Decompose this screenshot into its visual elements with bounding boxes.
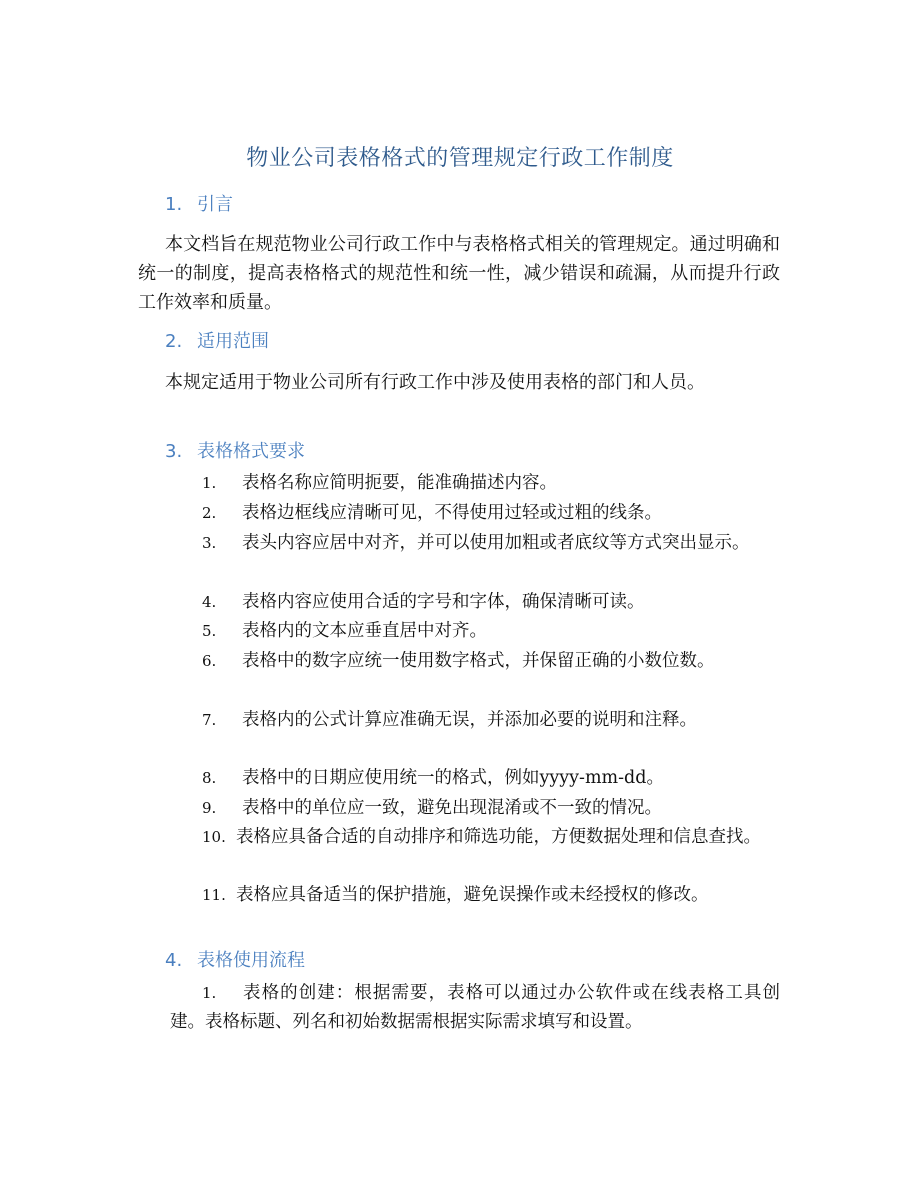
list-item-text: 表格应具备合适的自动排序和筛选功能，方便数据处理和信息查找。: [236, 827, 761, 847]
list-item: [170, 764, 780, 793]
list-item-number: 5.: [202, 622, 217, 640]
list-item: [170, 588, 780, 617]
list-item: [170, 469, 780, 498]
section-title: 引言: [197, 194, 233, 215]
list-item: [170, 617, 780, 646]
list-item-text: 表格中的日期应使用统一的格式，例如yyyy-mm-dd。: [242, 768, 664, 788]
section-heading-format-requirements: [165, 438, 305, 466]
document-title: 物业公司表格格式的管理规定行政工作制度: [246, 146, 674, 171]
list-item-number: 6.: [202, 652, 217, 670]
list-item-number: 3.: [202, 534, 217, 552]
section-number: 4.: [165, 950, 183, 971]
list-item-number: 7.: [202, 711, 217, 729]
list-item: [170, 499, 780, 528]
list-item-number: 4.: [202, 593, 217, 611]
list-item-text: 表格名称应简明扼要，能准确描述内容。: [242, 473, 557, 493]
section-heading-intro: [165, 191, 233, 219]
section-heading-usage-process: [165, 947, 305, 975]
list-item-number: 11.: [202, 886, 226, 904]
list-item-text: 表格边框线应清晰可见，不得使用过轻或过粗的线条。: [242, 503, 662, 523]
list-item-text: 表格内的公式计算应准确无误，并添加必要的说明和注释。: [242, 710, 697, 730]
list-item-number: 1.: [202, 474, 217, 492]
list-item-text: 表格中的单位应一致，避免出现混淆或不一致的情况。: [242, 798, 662, 818]
list-item-number: 8.: [202, 769, 217, 787]
section-paragraph: 本规定适用于物业公司所有行政工作中涉及使用表格的部门和人员。: [165, 372, 705, 393]
list-item: [170, 823, 780, 852]
section-title: 表格格式要求: [197, 441, 305, 462]
list-item-text: 表格内容应使用合适的字号和字体，确保清晰可读。: [242, 592, 645, 612]
section-number: 3.: [165, 441, 183, 462]
section-paragraph: 本文档旨在规范物业公司行政工作中与表格格式相关的管理规定。通过明确和统一的制度，提高表格格式的规范性和统一性，减少错误和疏漏，从而提升行政工作效率和质量。: [138, 234, 780, 313]
section-heading-scope: [165, 328, 269, 356]
list-item: [170, 794, 780, 823]
list-item: [170, 881, 780, 910]
list-item-text: 表头内容应居中对齐，并可以使用加粗或者底纹等方式突出显示。: [242, 533, 750, 553]
list-item: [170, 706, 780, 735]
list-item-number: 2.: [202, 504, 217, 522]
list-item-number: 1.: [202, 984, 217, 1002]
section-title: 表格使用流程: [197, 950, 305, 971]
section-title: 适用范围: [197, 331, 269, 352]
list-item: [170, 979, 780, 1037]
list-item-number: 10.: [202, 828, 226, 846]
list-item-text: 表格应具备适当的保护措施，避免误操作或未经授权的修改。: [236, 885, 709, 905]
section-number: 1.: [165, 194, 183, 215]
list-item: [170, 529, 780, 558]
list-item: [170, 647, 780, 676]
section-number: 2.: [165, 331, 183, 352]
list-item-text: 表格中的数字应统一使用数字格式，并保留正确的小数位数。: [242, 651, 715, 671]
list-item-text: 表格的创建：根据需要，表格可以通过办公软件或在线表格工具创建。表格标题、列名和初始数据需根据实际需求填写和设置。: [170, 983, 780, 1032]
list-item-text: 表格内的文本应垂直居中对齐。: [242, 621, 487, 641]
list-item-number: 9.: [202, 799, 217, 817]
